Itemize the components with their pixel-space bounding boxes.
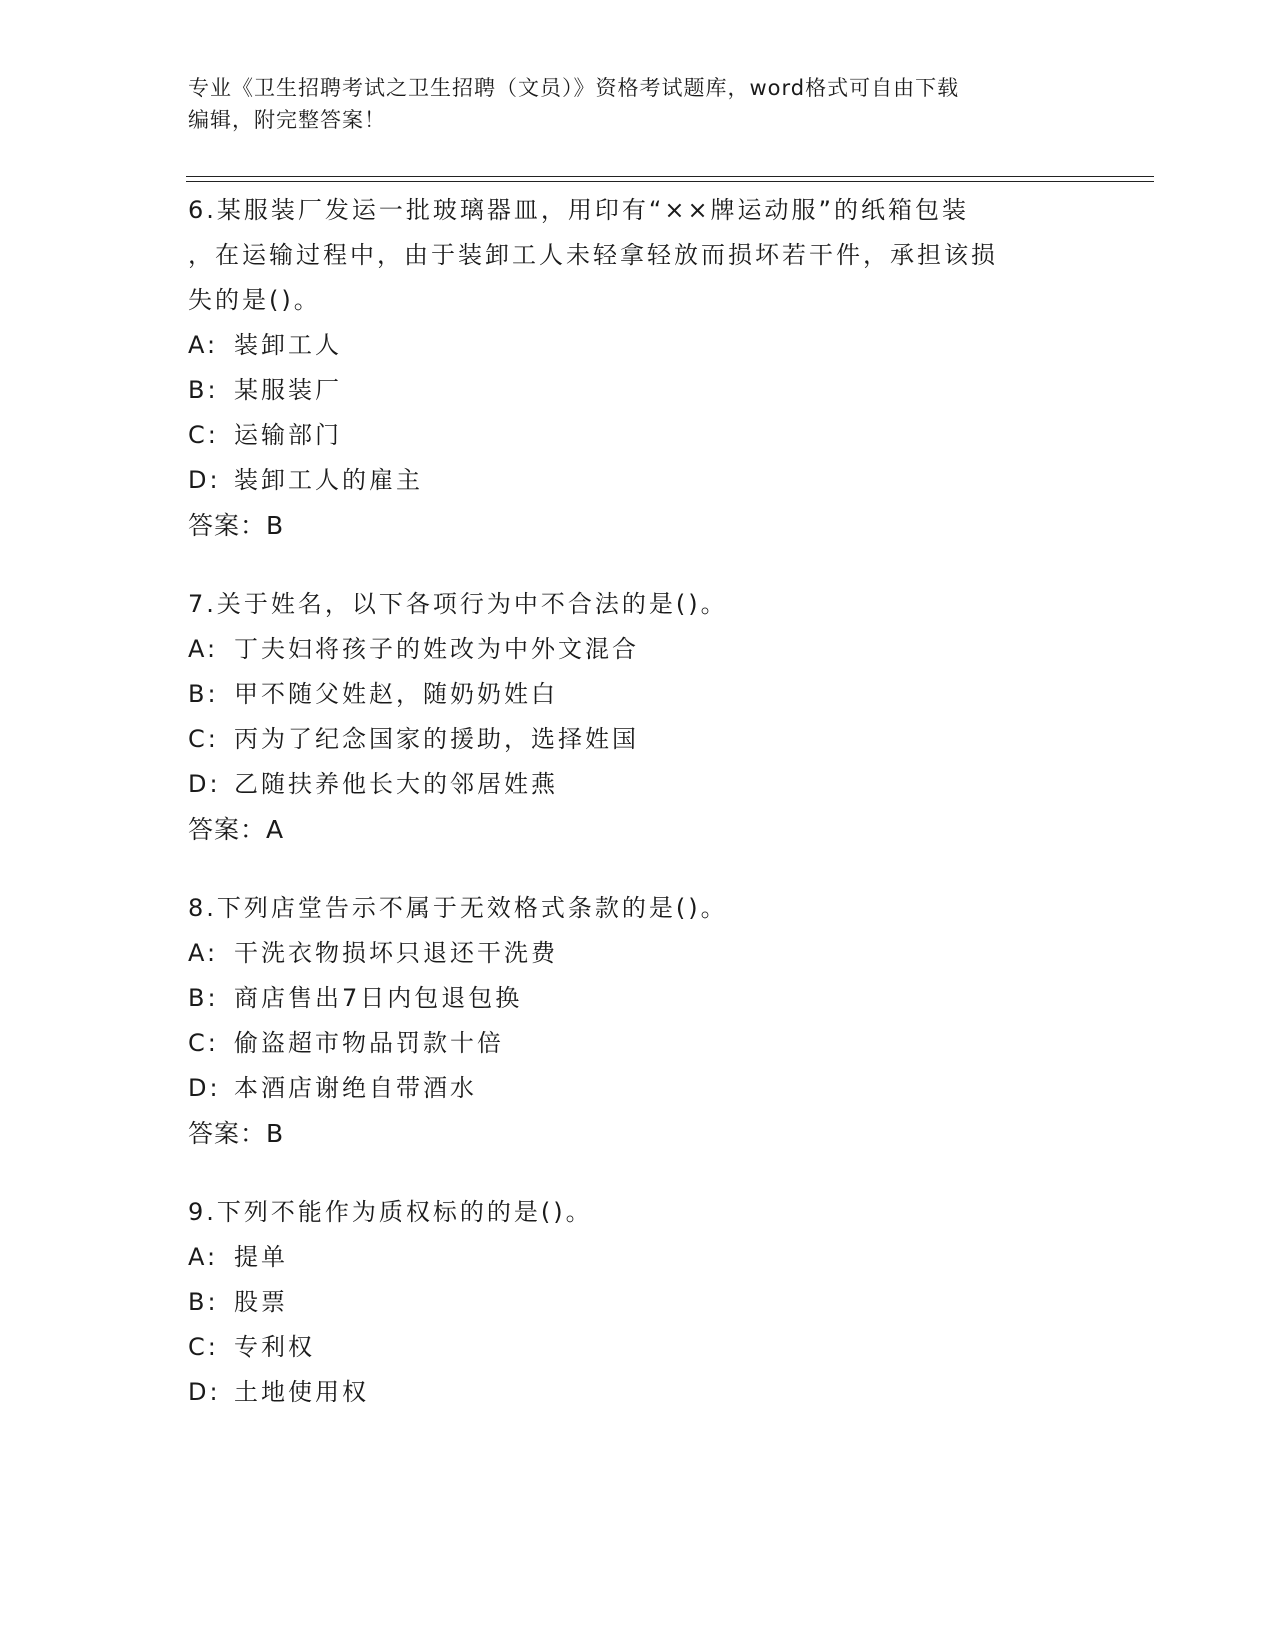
question-stem-line: ，在运输过程中，由于装卸工人未轻拿轻放而损坏若干件，承担该损 — [188, 241, 998, 269]
option-key: C: — [188, 1029, 219, 1057]
option-d — [188, 762, 1088, 807]
option-text: 偷盗超市物品罚款十倍 — [234, 1029, 504, 1057]
option-d — [188, 458, 1088, 503]
option-c — [188, 1021, 1088, 1066]
option-b — [188, 976, 1088, 1021]
option-d — [188, 1066, 1088, 1111]
option-text: 装卸工人 — [234, 331, 342, 359]
option-key: C: — [188, 1333, 219, 1361]
option-text: 本酒店谢绝自带酒水 — [234, 1074, 477, 1102]
option-text: 装卸工人的雇主 — [234, 466, 423, 494]
option-key: B: — [188, 680, 219, 708]
option-text: 提单 — [234, 1243, 288, 1271]
option-key: A: — [188, 939, 219, 967]
header-line-2: 编辑，附完整答案！ — [188, 108, 386, 132]
option-d — [188, 1370, 1088, 1415]
option-text: 甲不随父姓赵，随奶奶姓白 — [234, 680, 558, 708]
question-6 — [188, 188, 1088, 548]
option-c — [188, 1325, 1088, 1370]
question-9 — [188, 1190, 1088, 1415]
option-key: D: — [188, 1074, 221, 1102]
option-key: A: — [188, 331, 219, 359]
option-key: D: — [188, 1378, 221, 1406]
option-a — [188, 627, 1088, 672]
option-text: 干洗衣物损坏只退还干洗费 — [234, 939, 558, 967]
option-key: D: — [188, 466, 221, 494]
option-text: 专利权 — [234, 1333, 315, 1361]
option-key: B: — [188, 1288, 219, 1316]
answer-line: 答案：B — [188, 511, 285, 540]
option-c — [188, 413, 1088, 458]
question-list — [188, 188, 1088, 1449]
option-key: A: — [188, 635, 219, 663]
option-c — [188, 717, 1088, 762]
question-stem-line: 9.下列不能作为质权标的的是()。 — [188, 1198, 593, 1226]
question-stem-line: 6.某服装厂发运一批玻璃器皿，用印有“××牌运动服”的纸箱包装 — [188, 196, 969, 224]
option-text: 乙随扶养他长大的邻居姓燕 — [234, 770, 558, 798]
question-stem-line: 7.关于姓名，以下各项行为中不合法的是()。 — [188, 590, 728, 618]
option-b — [188, 368, 1088, 413]
option-b — [188, 1280, 1088, 1325]
option-key: C: — [188, 725, 219, 753]
answer-line: 答案：B — [188, 1119, 285, 1148]
option-key: C: — [188, 421, 219, 449]
option-key: B: — [188, 984, 219, 1012]
option-a — [188, 323, 1088, 368]
option-text: 运输部门 — [234, 421, 342, 449]
header-divider-top — [186, 176, 1154, 177]
option-a — [188, 1235, 1088, 1280]
option-text: 某服装厂 — [234, 376, 342, 404]
option-b — [188, 672, 1088, 717]
header-divider-bottom — [186, 181, 1154, 182]
question-7 — [188, 582, 1088, 852]
option-text: 土地使用权 — [234, 1378, 369, 1406]
answer-line: 答案：A — [188, 815, 285, 844]
question-stem-line: 失的是()。 — [188, 286, 321, 314]
option-text: 商店售出7日内包退包换 — [234, 984, 523, 1012]
header-line-1: 专业《卫生招聘考试之卫生招聘（文员）》资格考试题库，word格式可自由下载 — [188, 76, 960, 100]
option-text: 丁夫妇将孩子的姓改为中外文混合 — [234, 635, 639, 663]
question-8 — [188, 886, 1088, 1156]
document-header — [188, 72, 1068, 136]
option-text: 股票 — [234, 1288, 288, 1316]
question-stem-line: 8.下列店堂告示不属于无效格式条款的是()。 — [188, 894, 728, 922]
option-key: D: — [188, 770, 221, 798]
option-key: A: — [188, 1243, 219, 1271]
option-key: B: — [188, 376, 219, 404]
option-text: 丙为了纪念国家的援助，选择姓国 — [234, 725, 639, 753]
option-a — [188, 931, 1088, 976]
